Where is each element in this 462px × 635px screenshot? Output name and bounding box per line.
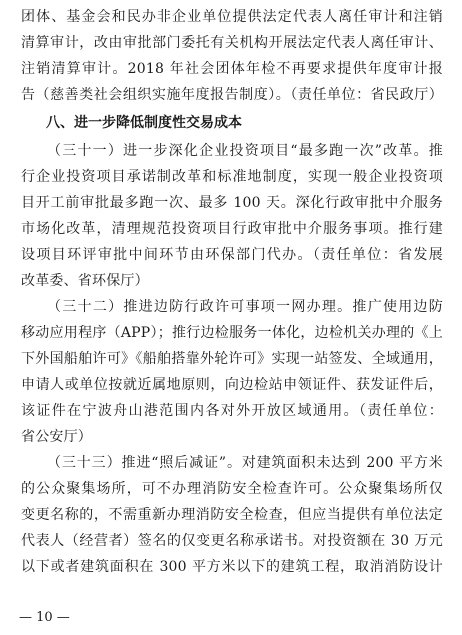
paragraph-continued [21,4,443,108]
text-line: 改革委、省环保厅） [21,273,149,289]
text-line: 团体、基金会和民办非企业单位提供法定代表人离任审计和注销 [21,9,443,25]
text-line: 告（慈善类社会组织实施年度报告制度）。（责任单位：省民政厅） [21,87,443,103]
text-line: 清算审计，改由审批部门委托有关机构开展法定代表人离任审计、 [21,35,443,51]
text-line: 设项目环评审批中间环节由环保部门代办。（责任单位：省发展 [21,247,443,263]
text-line: 下外国船舶许可》《船舶搭靠外轮许可》实现一站签发、全域通用， [21,351,443,367]
paragraph-item-33 [21,450,443,580]
page-number: — 10 — [19,610,70,625]
text-line: 申请人或单位按就近属地原则，向边检站申领证件、获发证件后， [21,377,443,393]
text-line: （三十二）推进边防行政许可事项一网办理。推广使用边防 [47,299,443,315]
text-line: 行企业投资项目承诺制改革和标准地制度，实现一般企业投资项 [21,169,443,185]
text-line: 变更名称的，不需重新办理消防安全检查，但应当提供有单位法定 [21,507,443,523]
text-line: 代表人（经营者）签名的仅变更名称承诺书。对投资额在 30 万元 [21,533,443,549]
text-line: 市场化改革，清理规范投资项目行政审批中介服务事项。推行建 [21,221,443,237]
paragraph-item-32 [21,294,443,450]
text-line: （三十一）进一步深化企业投资项目“最多跑一次”改革。推 [47,143,443,159]
text-line: 的公众聚集场所，可不办理消防安全检查许可。公众聚集场所仅 [21,481,443,497]
text-line: 目开工前审批最多跑一次、最多 100 天。深化行政审批中介服务 [21,195,443,211]
text-line: 该证件在宁波舟山港范围内各对外开放区域通用。（责任单位： [21,403,443,419]
section-heading: 八、进一步降低制度性交易成本 [46,115,242,131]
text-line: 注销清算审计。2018 年社会团体年检不再要求提供年度审计报 [21,61,443,77]
text-line: 以下或者建筑面积在 300 平方米以下的建筑工程，取消消防设计 [21,559,443,575]
text-line: 移动应用程序（APP）；推行边检服务一体化，边检机关办理的《上 [21,325,443,341]
text-line: （三十三）推进“照后减证”。对建筑面积未达到 200 平方米 [47,455,443,471]
text-line: 省公安厅） [21,429,92,445]
paragraph-item-31 [21,138,443,294]
